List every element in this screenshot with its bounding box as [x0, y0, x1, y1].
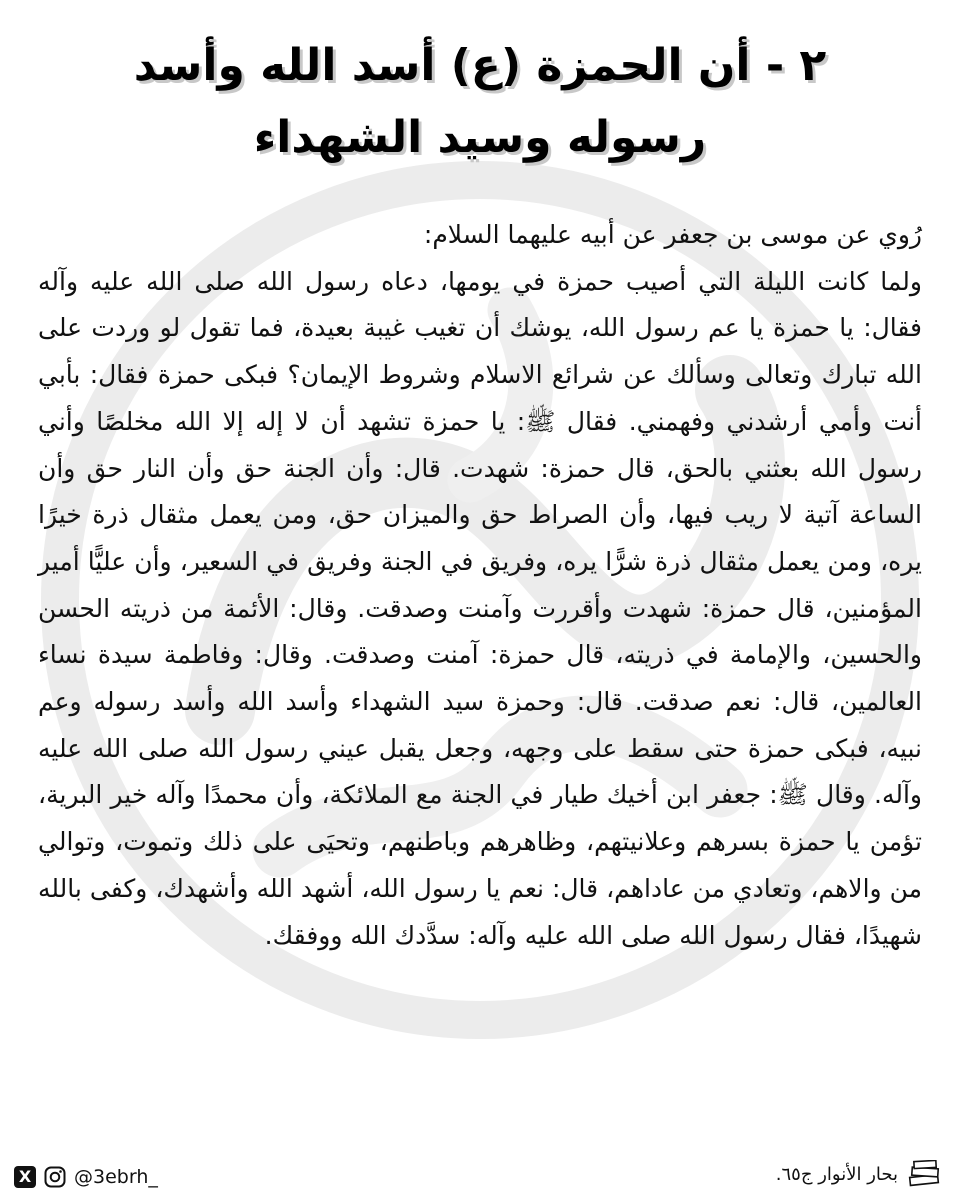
social-handle[interactable]: [14, 1166, 158, 1188]
instagram-icon[interactable]: [44, 1166, 66, 1188]
page-title: [40, 30, 920, 174]
title-line-1: ٢ - أن الحمزة (ع) أسد الله وأسد: [133, 40, 827, 91]
source-citation: [776, 1160, 942, 1188]
books-icon: [908, 1160, 942, 1188]
narration-text: [38, 212, 922, 959]
x-logo-icon[interactable]: X: [14, 1166, 36, 1188]
title-line-2: رسوله وسيد الشهداء: [253, 112, 707, 163]
narration-chain: رُوي عن موسى بن جعفر عن أبيه عليهما السلام:: [423, 220, 922, 249]
source-text: بحار الأنوار ج٦٥.: [775, 1163, 898, 1185]
handle-text[interactable]: @3ebrh_: [74, 1166, 158, 1188]
narration-body: ولما كانت الليلة التي أصيب حمزة في يومها، دعاه رسول الله صلى الله عليه وآله فقال: يا حمزة يا عم رسول الله، يوشك أن تغيب غيبة بعيدة، فما تقول لو وردت على الله تبارك وتعالى وسألك عن شرائع الاسلام وشروط الإيمان؟ فبكى حمزة فقال: بأبي أنت وأمي أرشدني وفهمني. فقال ﷺ: يا حمزة تشهد أن لا إله إلا الله مخلصًا وأني رسول الله بعثني بالحق، قال حمزة: شهدت. قال: وأن الجنة حق وأن النار حق وأن الساعة آتية لا ريب فيها، وأن الصراط حق والميزان حق، ومن يعمل مثقال ذرة خيرًا يره، ومن يعمل مثقال ذرة شرًّا يره، وفريق في الجنة وفريق في السعير، وأن عليًّا أمير المؤمنين، قال حمزة: شهدت وأقررت وآمنت وصدقت. وقال: الأئمة من ذريته الحسن والحسين، والإمامة في ذريته، قال حمزة: آمنت وصدقت. وقال: وفاطمة سيدة نساء العالمين، قال: نعم صدقت. قال: وحمزة سيد الشهداء وأسد الله وأسد رسوله وعم نبيه، فبكى حمزة حتى سقط على وجهه، وجعل يقبل عيني رسول الله صلى الله عليه وآله. وقال ﷺ: جعفر ابن أخيك طيار في الجنة مع الملائكة، وأن محمدًا وآله خير البرية، تؤمن يا حمزة بسرهم وعلانيتهم، وظاهرهم وباطنهم، وتحيَى على ذلك وتموت، وتوالي من والاهم، وتعادي من عاداهم، قال: نعم يا رسول الله، أشهد الله وأشهدك، وكفى بالله شهيدًا، فقال رسول الله صلى الله عليه وآله: سدَّدك الله ووفقك.: [38, 266, 922, 950]
